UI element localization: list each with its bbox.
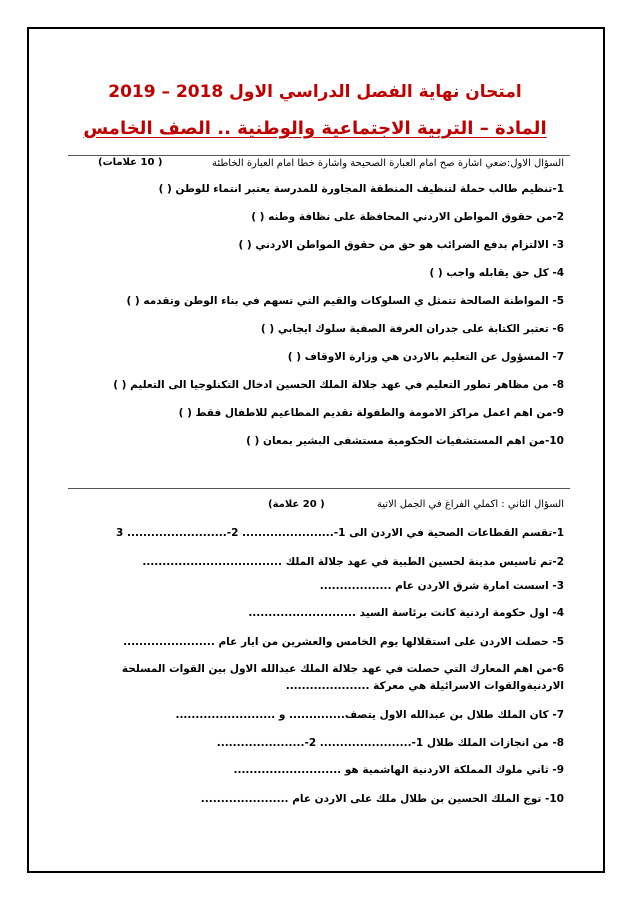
s2-item-9: 9- ثاني ملوك المملكة الاردنية الهاشمية هو ...........................	[233, 764, 564, 776]
s1-item-4: 4- كل حق يقابله واجب ( )	[429, 267, 564, 279]
s2-item-3: 3- اسست امارة شرق الاردن عام ..................	[319, 580, 564, 592]
s2-item-5: 5- حصلت الاردن على استقلالها يوم الخامس والعشرين من ايار عام .......................	[123, 636, 564, 648]
s1-item-3: 3- الالتزام بدفع الضرائب هو حق من حقوق المواطن الاردني ( )	[238, 239, 564, 251]
s1-item-5: 5- المواطنة الصالحة تتمثل ي السلوكات والقيم التي تسهم في بناء الوطن وتقدمه ( )	[126, 295, 564, 307]
section2-question: السؤال الثاني : اكملي الفراغ في الجمل الاتية	[376, 499, 564, 510]
divider-middle	[68, 488, 570, 489]
s2-item-10: 10- توج الملك الحسين بن طلال ملك على الاردن عام ......................	[200, 793, 564, 805]
section1-question: السؤال الاول:ضعي اشارة صح امام العبارة الصحيحة واشارة خطا امام العبارة الخاطئة	[211, 158, 564, 169]
exam-subtitle: المادة – التربية الاجتماعية والوطنية .. الصف الخامس	[83, 118, 547, 139]
exam-title: امتحان نهاية الفصل الدراسي الاول 2018 – 2019	[108, 82, 522, 102]
s2-item-7: 7- كان الملك طلال بن عبدالله الاول يتصف.............. و .........................	[175, 709, 564, 721]
section1-marks: ( 10 علامات)	[98, 157, 163, 168]
s2-item-2: 2-تم تاسيس مدينة لحسين الطبية في عهد جلالة الملك ...................................	[142, 556, 564, 568]
s2-item-6: 6-من اهم المعارك التي حصلت في عهد جلالة الملك عبدالله الاول بين القوات المسلحة الاردنيةوالقوات الاسرائيلة هي معركة .....................	[121, 663, 564, 692]
divider-top	[68, 155, 570, 156]
section2-marks: ( 20 علامة)	[268, 499, 325, 510]
s1-item-6: 6- تعتبر الكتابة على جدران الغرفة الصفية سلوك ايجابي ( )	[260, 323, 564, 335]
s2-item-8: 8- من انجازات الملك طلال 1-....................... 2-......................	[216, 737, 564, 749]
s1-item-2: 2-من حقوق المواطن الاردني المحافظة على نظافة وطنه ( )	[251, 211, 564, 223]
s1-item-10: 10-من اهم المستشفيات الحكومية مستشفى البشير بمعان ( )	[246, 435, 564, 447]
s1-item-1: 1-تنظيم طالب حملة لتنظيف المنطقة المجاورة للمدرسة يعتبر انتماء للوطن ( )	[158, 183, 564, 195]
s1-item-9: 9-من اهم اعمل مراكز الامومة والطفولة تقديم المطاعيم للاطفال فقط ( )	[178, 407, 564, 419]
s1-item-7: 7- المسؤول عن التعليم بالاردن هي وزارة الاوقاف ( )	[287, 351, 564, 363]
s1-item-8: 8- من مظاهر تطور التعليم في عهد جلالة الملك الحسين ادخال التكنلوجيا الى التعليم ( )	[113, 379, 564, 391]
s2-item-1: 1-تقسم القطاعات الصحية في الاردن الى 1-....................... 2-......................... 3	[116, 527, 564, 539]
s2-item-4: 4- اول حكومة اردنية كانت برئاسة السيد ...........................	[248, 607, 564, 619]
